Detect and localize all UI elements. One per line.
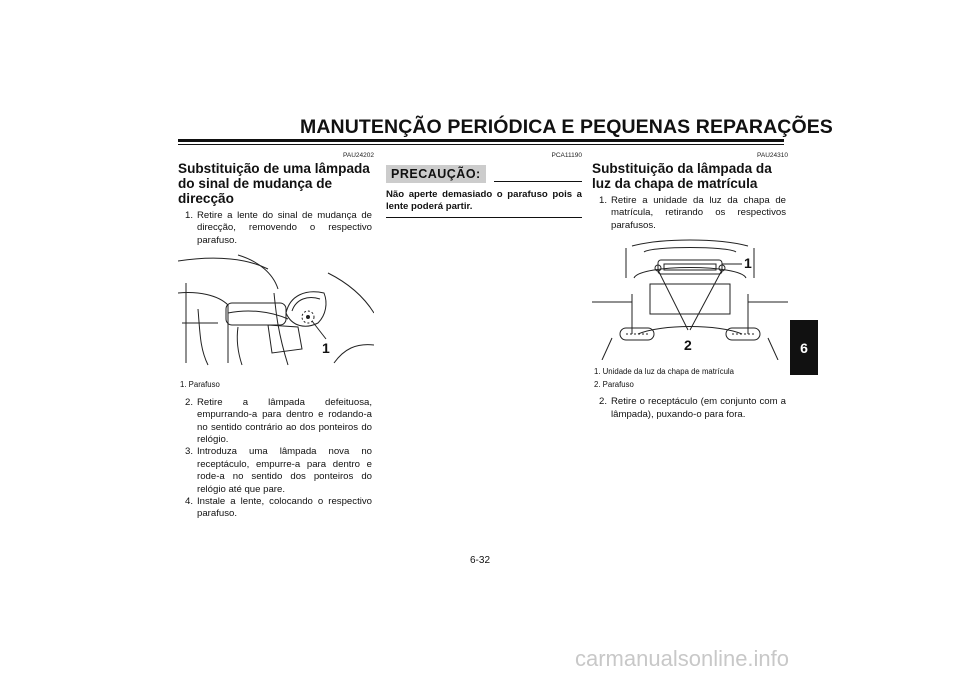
middle-column — [386, 152, 582, 218]
step-item — [178, 496, 374, 521]
header-rule-thin — [178, 144, 784, 145]
turn-signal-illustration — [178, 253, 374, 378]
steps-list — [592, 396, 788, 421]
steps-list — [178, 397, 374, 521]
step-text: Retire a unidade da luz da chapa de matrícula, retirando os respectivos parafusos. — [611, 195, 786, 231]
section-title-turn-signal: Substituição de uma lâmpada do sinal de mudança de direcção — [178, 161, 370, 206]
watermark: carmanualsonline.info — [575, 646, 790, 671]
right-column — [592, 152, 788, 421]
step-number: 3. — [185, 446, 194, 458]
figure-caption: 1. Parafuso — [180, 380, 220, 390]
step-item — [178, 397, 374, 447]
page-header-title: MANUTENÇÃO PERIÓDICA E PEQUENAS REPARAÇÕES — [300, 116, 833, 138]
license-plate-light-illustration — [592, 238, 788, 365]
caution-end-rule — [386, 217, 582, 219]
left-column — [178, 152, 374, 521]
page-number: 6-32 — [469, 555, 490, 566]
step-number: 1. — [185, 210, 194, 221]
step-number: 4. — [185, 495, 194, 507]
section-code: PAU24202 — [343, 152, 374, 159]
figure-caption: 1. Unidade da luz da chapa de matrícula — [594, 367, 735, 377]
step-number: 2. — [599, 396, 608, 408]
step-number: 1. — [599, 195, 608, 206]
step-item — [178, 210, 374, 247]
step-item — [178, 446, 374, 496]
section-title-license-plate-light: Substituição da lâmpada da luz da chapa de matrícula — [592, 161, 772, 191]
figure-callout-1: 1 — [322, 340, 330, 357]
chapter-tab: 6 — [790, 320, 818, 375]
figure-caption: 2. Parafuso — [594, 379, 634, 389]
caution-badge: PRECAUÇÃO: — [386, 165, 486, 183]
caution-header-line — [494, 181, 582, 183]
step-text: Retire a lâmpada defeituosa, empurrando-a para dentro e rodando-a no sentido contrário ao dos ponteiros do relógio. — [197, 396, 372, 445]
caution-code: PCA11190 — [551, 152, 582, 159]
steps-list — [592, 195, 788, 232]
step-item — [592, 396, 788, 421]
step-text: Retire o receptáculo (em conjunto com a lâmpada), puxando-o para fora. — [611, 396, 786, 420]
step-number: 2. — [185, 396, 194, 408]
step-text: Instale a lente, colocando o respectivo parafuso. — [197, 495, 372, 520]
step-text: Retire a lente do sinal de mudança de direcção, removendo o respectivo parafuso. — [197, 210, 372, 246]
caution-text: Não aperte demasiado o parafuso pois a lente poderá partir. — [386, 189, 582, 213]
step-text: Introduza uma lâmpada nova no receptáculo, empurre-a para dentro e rode-a no sentido dos ponteiros do relógio até que pare. — [197, 446, 372, 495]
caution-header — [386, 165, 582, 183]
section-code: PAU24310 — [757, 152, 788, 159]
steps-list — [178, 210, 374, 247]
figure-callout-1: 1 — [744, 255, 752, 272]
step-item — [592, 195, 788, 232]
header-rule-thick — [178, 139, 784, 142]
figure-callout-2: 2 — [684, 337, 692, 354]
